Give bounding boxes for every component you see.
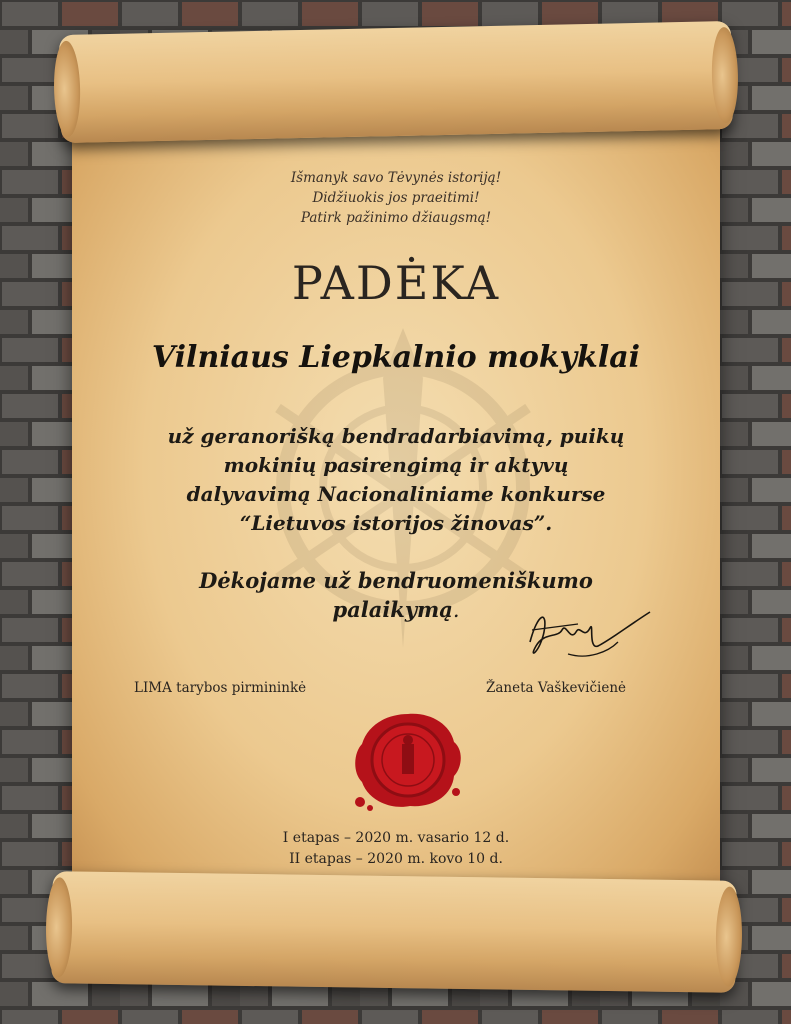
motto-line: Didžiuokis jos praeitimi! <box>312 190 480 206</box>
motto <box>72 168 720 228</box>
thanks-line: palaikymą <box>332 597 453 622</box>
stage-line: I etapas – 2020 m. vasario 12 d. <box>282 830 510 846</box>
thanks-line: Dėkojame už bendruomeniškumo <box>199 568 593 593</box>
handwritten-signature <box>518 602 658 666</box>
reason-line: už geranorišką bendradarbiavimą, puikų <box>167 424 625 448</box>
recipient-name: Vilniaus Liepkalnio mokyklai <box>151 340 641 375</box>
stage-dates <box>72 828 720 870</box>
thanks-period: . <box>452 598 460 622</box>
reason-line: mokinių pasirengimą ir aktyvų <box>223 453 569 477</box>
scroll-top-roll <box>59 21 733 143</box>
certificate-title: PADĖKA <box>291 256 501 310</box>
reason-line: dalyvavimą Nacionaliniame konkurse <box>186 482 606 506</box>
signer-name: Žaneta Vaškevičienė <box>486 680 627 696</box>
motto-line: Išmanyk savo Tėvynės istoriją! <box>290 170 502 186</box>
signer-role: LIMA tarybos pirmininkė <box>134 680 307 696</box>
motto-line: Patirk pažinimo džiaugsmą! <box>300 210 492 226</box>
wax-seal-icon <box>350 710 466 814</box>
scroll-bottom-roll <box>51 871 736 993</box>
reason-line: “Lietuvos istorijos žinovas”. <box>239 511 553 535</box>
stage-line: II etapas – 2020 m. kovo 10 d. <box>289 851 503 867</box>
reason-text <box>72 422 720 538</box>
